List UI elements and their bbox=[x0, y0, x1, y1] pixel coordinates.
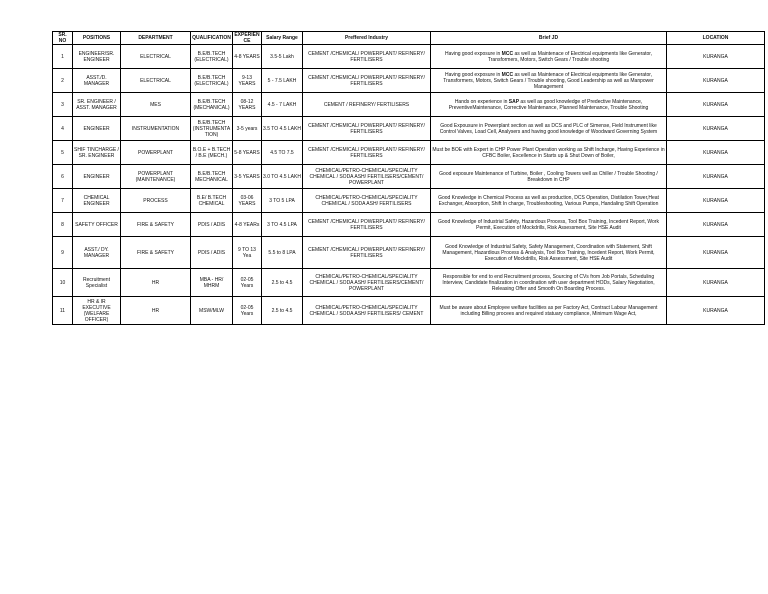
cell-qualification: B.E/B.TECH MECHANICAL bbox=[191, 165, 233, 189]
table-row bbox=[53, 141, 765, 165]
cell-qualification: B.E/B.TECH (MECHANICAL) bbox=[191, 93, 233, 117]
table-row bbox=[53, 189, 765, 213]
cell-salary: 4.5 - 7 LAKH bbox=[262, 93, 303, 117]
cell-brief-jd bbox=[431, 117, 667, 141]
cell-industry: CEMENT /CHEMICAL/ POWERPLANT/ REFINERY/ FERTILISERS bbox=[303, 213, 431, 237]
cell-experience: 4-8 YEARs bbox=[233, 213, 262, 237]
cell-salary: 4.5 TO 7.5 bbox=[262, 141, 303, 165]
cell-sr-no: 1 bbox=[53, 45, 73, 69]
cell-location: KURANGA bbox=[667, 45, 765, 69]
header-row bbox=[53, 32, 765, 45]
cell-department: FIRE & SAFETY bbox=[121, 213, 191, 237]
cell-qualification: B.E/B.TECH (INSTRUMENTATION) bbox=[191, 117, 233, 141]
jd-text-continued: as well as Maintenace of Electrical equipments like Generator, Transformers, Motors, Switch Gears / Trouble shooting bbox=[487, 50, 653, 63]
cell-industry: CEMENT / REFINERY/ FERTILISERS bbox=[303, 93, 431, 117]
cell-sr-no: 5 bbox=[53, 141, 73, 165]
cell-location: KURANGA bbox=[667, 269, 765, 297]
cell-sr-no: 3 bbox=[53, 93, 73, 117]
cell-position: ASST./ DY. MANAGER bbox=[73, 237, 121, 269]
cell-qualification: B.E/ B.TECH CHEMICAL bbox=[191, 189, 233, 213]
cell-experience: 02-05 Years bbox=[233, 269, 262, 297]
cell-qualification: MSW/MLW bbox=[191, 297, 233, 325]
cell-department: PROCESS bbox=[121, 189, 191, 213]
cell-industry: CHEMICAL/PETRO-CHEMICAL/SPECIALITY CHEMICAL / SODA ASH/ FERTILISERS/CEMENT/ POWERPLANT bbox=[303, 165, 431, 189]
jd-text: Must be aware about Employee welfare facilities as per Factory Act, Contract Labour Management including Billing procees and required statuary compliance, Minimum Wage Act, bbox=[439, 304, 658, 317]
table-row bbox=[53, 45, 765, 69]
cell-location: KURANGA bbox=[667, 237, 765, 269]
cell-salary: 3.5 TO 4.5 LAKH bbox=[262, 117, 303, 141]
jd-text-continued: as well as Maintenace of Electrical equipments like Generator, Transformers, Motors, Switch Gears / Trouble shooting, Good Leadership as well as Manpower Management bbox=[443, 71, 654, 90]
cell-sr-no: 7 bbox=[53, 189, 73, 213]
cell-position: HR & IR EXECUTIVE (WELFARE OFFICER) bbox=[73, 297, 121, 325]
cell-position: Recruitment Specialist bbox=[73, 269, 121, 297]
table-row bbox=[53, 93, 765, 117]
header-preferred-industry: Preffered Industry bbox=[303, 32, 431, 45]
cell-location: KURANGA bbox=[667, 141, 765, 165]
cell-sr-no: 2 bbox=[53, 69, 73, 93]
cell-experience: 9 TO 13 Yea bbox=[233, 237, 262, 269]
cell-department: INSTRUMENTATION bbox=[121, 117, 191, 141]
table-row bbox=[53, 269, 765, 297]
cell-department: FIRE & SAFETY bbox=[121, 237, 191, 269]
cell-industry: CHEMICAL/PETRO-CHEMICAL/SPECIALITY CHEMICAL / SODA ASH/ FERTILISERS/ CEMENT bbox=[303, 297, 431, 325]
cell-location: KURANGA bbox=[667, 297, 765, 325]
cell-brief-jd bbox=[431, 297, 667, 325]
header-experience: EXPERIENCE bbox=[234, 32, 260, 44]
cell-qualification: PDIS / ADIS bbox=[191, 237, 233, 269]
cell-salary: 3 TO 4.5 LPA bbox=[262, 213, 303, 237]
cell-industry: CHEMICAL/PETRO-CHEMICAL/SPECIALITY CHEMICAL / SODA ASH/ FERTILISERS bbox=[303, 189, 431, 213]
cell-location: KURANGA bbox=[667, 213, 765, 237]
cell-experience: 5-8 YEARS bbox=[233, 141, 262, 165]
cell-position: SAFETY OFFICER bbox=[73, 213, 121, 237]
cell-department: HR bbox=[121, 269, 191, 297]
cell-position: ENGINEER bbox=[73, 165, 121, 189]
cell-salary: 3.5-5 Lakh bbox=[262, 45, 303, 69]
jd-keyword: MCC bbox=[501, 50, 514, 57]
cell-sr-no: 6 bbox=[53, 165, 73, 189]
cell-sr-no: 4 bbox=[53, 117, 73, 141]
cell-industry: CEMENT /CHEMICAL/ POWERPLANT/ REFINERY/ FERTILISERS bbox=[303, 69, 431, 93]
jd-text: Responsible for end to end Recruitment process, Sourcing of CVs from Job Portals, Scheduling Interview, Candidate finalization in coordination with user department HODs, Salary Negotiation, Releasing Offer and Smooth On Boarding Process. bbox=[442, 273, 655, 292]
jd-text: Must be BOE with Expert in CHP Power Plant Operation working as Shift Incharge, Having Experience in CFBC Boiler, Excellence in Starts up & Shut Down of Boiler, bbox=[432, 146, 665, 159]
header-salary-range: Salary Range bbox=[262, 32, 303, 45]
cell-qualification: B.O.E + B.TECH / B.E (MECH.) bbox=[191, 141, 233, 165]
cell-industry: CEMENT /CHEMICAL/ POWERPLANT/ REFINERY/ FERTILISERS bbox=[303, 45, 431, 69]
jd-text: Good exposure Maintenance of Turbine, Boiler , Cooling Towers well as Chiller / Trouble Shooting / Breakdown in CHP bbox=[439, 170, 658, 183]
cell-industry: CEMENT /CHEMICAL/ POWERPLANT/ REFINERY/ FERTILISERS bbox=[303, 141, 431, 165]
table-row bbox=[53, 213, 765, 237]
table-row bbox=[53, 297, 765, 325]
cell-location: KURANGA bbox=[667, 165, 765, 189]
cell-brief-jd bbox=[431, 141, 667, 165]
cell-brief-jd bbox=[431, 269, 667, 297]
cell-salary: 3 TO 5 LPA bbox=[262, 189, 303, 213]
header-location: LOCATION bbox=[667, 32, 765, 45]
cell-experience: 3-5 YEARS bbox=[233, 165, 262, 189]
cell-sr-no: 9 bbox=[53, 237, 73, 269]
cell-department: POWERPLANT bbox=[121, 141, 191, 165]
cell-experience: 3-5 years bbox=[233, 117, 262, 141]
cell-location: KURANGA bbox=[667, 189, 765, 213]
cell-experience: 08-12 YEARS bbox=[233, 93, 262, 117]
cell-position: SR. ENGINEER / ASST. MANAGER bbox=[73, 93, 121, 117]
cell-industry: CHEMICAL/PETRO-CHEMICAL/SPECIALITY CHEMICAL / SODA ASH/ FERTILISERS/CEMENT/ POWERPLANT bbox=[303, 269, 431, 297]
header-sr-no: SR. NO bbox=[53, 32, 73, 45]
cell-department: POWERPLANT (MAINTENANCE) bbox=[121, 165, 191, 189]
cell-location: KURANGA bbox=[667, 117, 765, 141]
cell-experience: 02-05 Years bbox=[233, 297, 262, 325]
cell-department: MES bbox=[121, 93, 191, 117]
cell-position: SHIF TINCHARGE / SR. ENGINEER bbox=[73, 141, 121, 165]
cell-sr-no: 8 bbox=[53, 213, 73, 237]
cell-brief-jd bbox=[431, 69, 667, 93]
cell-department: ELECTRICAL bbox=[121, 45, 191, 69]
cell-brief-jd bbox=[431, 213, 667, 237]
cell-qualification: B.E/B.TECH (ELECTRICAL) bbox=[191, 45, 233, 69]
cell-salary: 3.0 TO 4.5 LAKH bbox=[262, 165, 303, 189]
table-body bbox=[53, 45, 765, 325]
cell-experience: 4-8 YEARS bbox=[233, 45, 262, 69]
cell-sr-no: 10 bbox=[53, 269, 73, 297]
cell-department: HR bbox=[121, 297, 191, 325]
table-row bbox=[53, 165, 765, 189]
cell-location: KURANGA bbox=[667, 69, 765, 93]
jd-text: Good Expousure in Powerplant section as well as DCS and PLC of Simense, Field Instrument like Control Valves, Load Cell, Analysers and having good knowledge of Woodward Governing System bbox=[439, 122, 658, 135]
cell-location: KURANGA bbox=[667, 93, 765, 117]
cell-brief-jd bbox=[431, 45, 667, 69]
cell-department: ELECTRICAL bbox=[121, 69, 191, 93]
cell-industry: CEMENT /CHEMICAL/ POWERPLANT/ REFINERY/ FERTILISERS bbox=[303, 237, 431, 269]
cell-brief-jd bbox=[431, 93, 667, 117]
cell-position: CHEMICAL ENGINEER bbox=[73, 189, 121, 213]
table-row bbox=[53, 117, 765, 141]
table-row bbox=[53, 69, 765, 93]
header-department: DEPARTMENT bbox=[121, 32, 191, 45]
cell-industry: CEMENT /CHEMICAL/ POWERPLANT/ REFINERY/ FERTILISERS bbox=[303, 117, 431, 141]
cell-qualification: MBA - HR/ MHRM bbox=[191, 269, 233, 297]
cell-position: ENGINEER/SR. ENGINEER bbox=[73, 45, 121, 69]
cell-brief-jd bbox=[431, 189, 667, 213]
table-row bbox=[53, 237, 765, 269]
cell-experience: 03-06 YEARS bbox=[233, 189, 262, 213]
cell-sr-no: 11 bbox=[53, 297, 73, 325]
header-brief-jd: Brief JD bbox=[431, 32, 667, 45]
cell-brief-jd bbox=[431, 165, 667, 189]
jd-text: Having good exposure in bbox=[444, 71, 502, 78]
jd-text: Hands on experience in bbox=[454, 98, 509, 105]
cell-salary: 2.5 to 4.5 bbox=[262, 269, 303, 297]
cell-position: ENGINEER bbox=[73, 117, 121, 141]
cell-position: ASST./D. MANAGER bbox=[73, 69, 121, 93]
cell-qualification: PDIS / ADIS bbox=[191, 213, 233, 237]
jd-text: Having good exposure in bbox=[444, 50, 502, 57]
jd-text: Good Knowledge in Chemical Process as well as production, DCS Operation, Distilation Tower,Heat Exchanger, Absorption, Shift In charge, Troubleshooting, Various Pumps, Handaling Shift Operation bbox=[438, 194, 659, 207]
cell-salary: 5.5 to 8 LPA bbox=[262, 237, 303, 269]
jd-keyword: MCC bbox=[501, 71, 514, 78]
cell-salary: 2.5 to 4.5 bbox=[262, 297, 303, 325]
header-qualification: QUALIFICATION bbox=[191, 32, 233, 45]
cell-experience: 9-13 YEARS bbox=[233, 69, 262, 93]
cell-salary: 5 - 7.5 LAKH bbox=[262, 69, 303, 93]
jd-keyword: SAP bbox=[508, 98, 520, 105]
cell-qualification: B.E/B.TECH (ELECTRICAL) bbox=[191, 69, 233, 93]
job-openings-table bbox=[52, 31, 765, 325]
jd-text-continued: as well as good knowledge of Predective Maintenance, PreventiveMaintenance, Corrective Maintenance, Planned Maintenance, Trouble Shooting bbox=[448, 98, 649, 111]
header-positions: POSITIONS bbox=[73, 32, 121, 45]
jd-text: Good Knowledge of Industrial Safety, Hazardous Process, Tool Box Training, Incedent Report, Work Permit, Execution of Mockdrills, Risk Assessment, Site HSE Audit bbox=[438, 218, 659, 231]
cell-brief-jd bbox=[431, 237, 667, 269]
jd-text: Good Knowledge of Industrial Safety, Safety Management, Coordination with Statement, Shift Management, Hazardious Process & Analysis, Tool Box Training, Incedent Report, Work Permit, Execution of Mockdrills, Risk Assessment, Site HSE Audit bbox=[442, 243, 655, 262]
